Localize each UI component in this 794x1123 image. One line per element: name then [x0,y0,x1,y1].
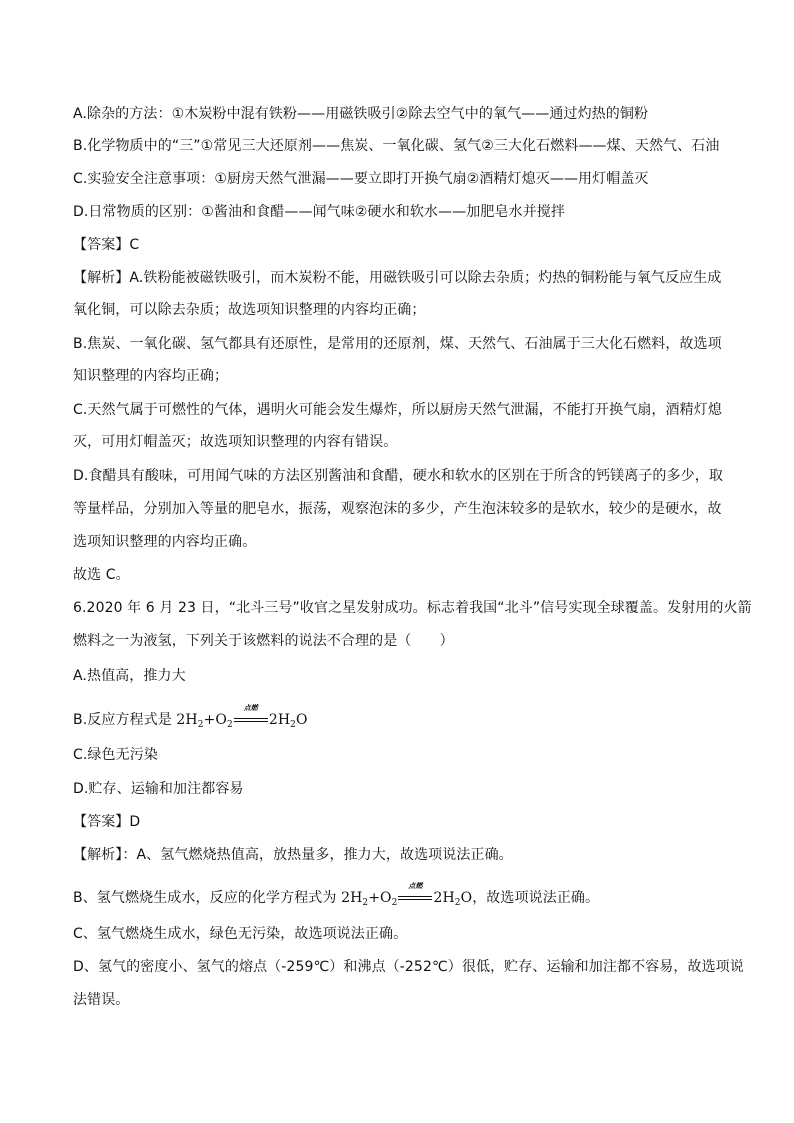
q5-analysis-a-line2: 氧化铜，可以除去杂质；故选项知识整理的内容均正确； [73,302,426,318]
q5-analysis-d-line3: 选项知识整理的内容均正确。 [73,534,257,550]
q5-answer: 【答案】C [73,237,140,253]
chemical-equation-2: $2H_2+O_2$ 点燃 $2H_2O$ [341,882,473,908]
q6-option-b-prefix: B.反应方程式是 [73,712,177,728]
q5-conclusion: 故选 C。 [73,567,130,583]
q6-analysis-a: 【解析】：A、氢气燃烧热值高，放热量多，推力大，故选项说法正确。 [73,847,513,863]
q5-option-a: A.除杂的方法：①木炭粉中混有铁粉——用磁铁吸引②除去空气中的氧气——通过灼热的铜粉 [73,106,649,122]
q6-analysis-b-suffix: ，故选项说法正确。 [472,890,600,906]
q5-analysis-b-line1: B.焦炭、一氧化碳、氢气都具有还原性，是常用的还原剂，煤、天然气、石油属于三大化石燃料，故选项 [73,336,722,352]
q6-option-a: A.热值高，推力大 [73,668,186,684]
q5-option-d: D.日常物质的区别：①酱油和食醋——闻气味②硬水和软水——加肥皂水并搅拌 [73,204,565,220]
chemical-equation: $2H_2+O_2$ 点燃 $2H_2O$ [176,704,308,730]
q6-option-c: C.绿色无污染 [73,747,158,763]
q6-analysis-d-line1: D、氢气的密度小、氢气的熔点（-259℃）和沸点（-252℃）很低，贮存、运输和加注都不容易，故选项说 [73,959,744,975]
q6-answer: 【答案】D [73,814,141,830]
q5-analysis-d-line1: D.食醋具有酸味，可用闻气味的方法区别酱油和食醋，硬水和软水的区别在于所含的钙镁离子的多少，取 [73,468,723,484]
q5-analysis-c-line2: 灭，可用灯帽盖灭；故选项知识整理的内容有错误。 [73,434,398,450]
q5-analysis-c-line1: C.天然气属于可燃性的气体，遇明火可能会发生爆炸，所以厨房天然气泄漏，不能打开换气扇，酒精灯熄 [73,402,722,418]
q5-analysis-b-line2: 知识整理的内容均正确； [73,368,229,384]
q5-option-c: C.实验安全注意事项：①厨房天然气泄漏——要立即打开换气扇②酒精灯熄灭——用灯帽盖灭 [73,171,649,187]
q6-analysis-d-line2: 法错误。 [73,992,130,1008]
q6-analysis-b-prefix: B、氢气燃烧生成水，反应的化学方程式为 [73,890,342,906]
q5-analysis-a-line1: 【解析】A.铁粉能被磁铁吸引，而木炭粉不能，用磁铁吸引可以除去杂质；灼热的铜粉能与氧气反应生成 [73,270,722,286]
reaction-arrow-icon: 点燃 [398,890,432,902]
q6-option-d: D.贮存、运输和加注都容易 [73,781,244,797]
q5-option-b: B.化学物质中的“三”①常见三大还原剂——焦炭、一氧化碳、氢气②三大化石燃料——煤、天然气、石油 [73,138,720,154]
q6-stem-line1: 6.2020 年 6 月 23 日，“北斗三号”收官之星发射成功。标志着我国“北斗”信号实现全球覆盖。发射用的火箭 [73,600,752,616]
reaction-arrow-icon: 点燃 [234,712,268,724]
q5-analysis-d-line2: 等量样品，分别加入等量的肥皂水，振荡，观察泡沫的多少，产生泡沫较多的是软水，较少的是硬水，故 [73,501,722,517]
q6-analysis-c: C、氢气燃烧生成水，绿色无污染，故选项说法正确。 [73,926,408,942]
q6-stem-line2: 燃料之一为液氢，下列关于该燃料的说法不合理的是（ ） [73,633,454,649]
q6-option-b [73,704,733,730]
q6-analysis-b [73,882,733,908]
